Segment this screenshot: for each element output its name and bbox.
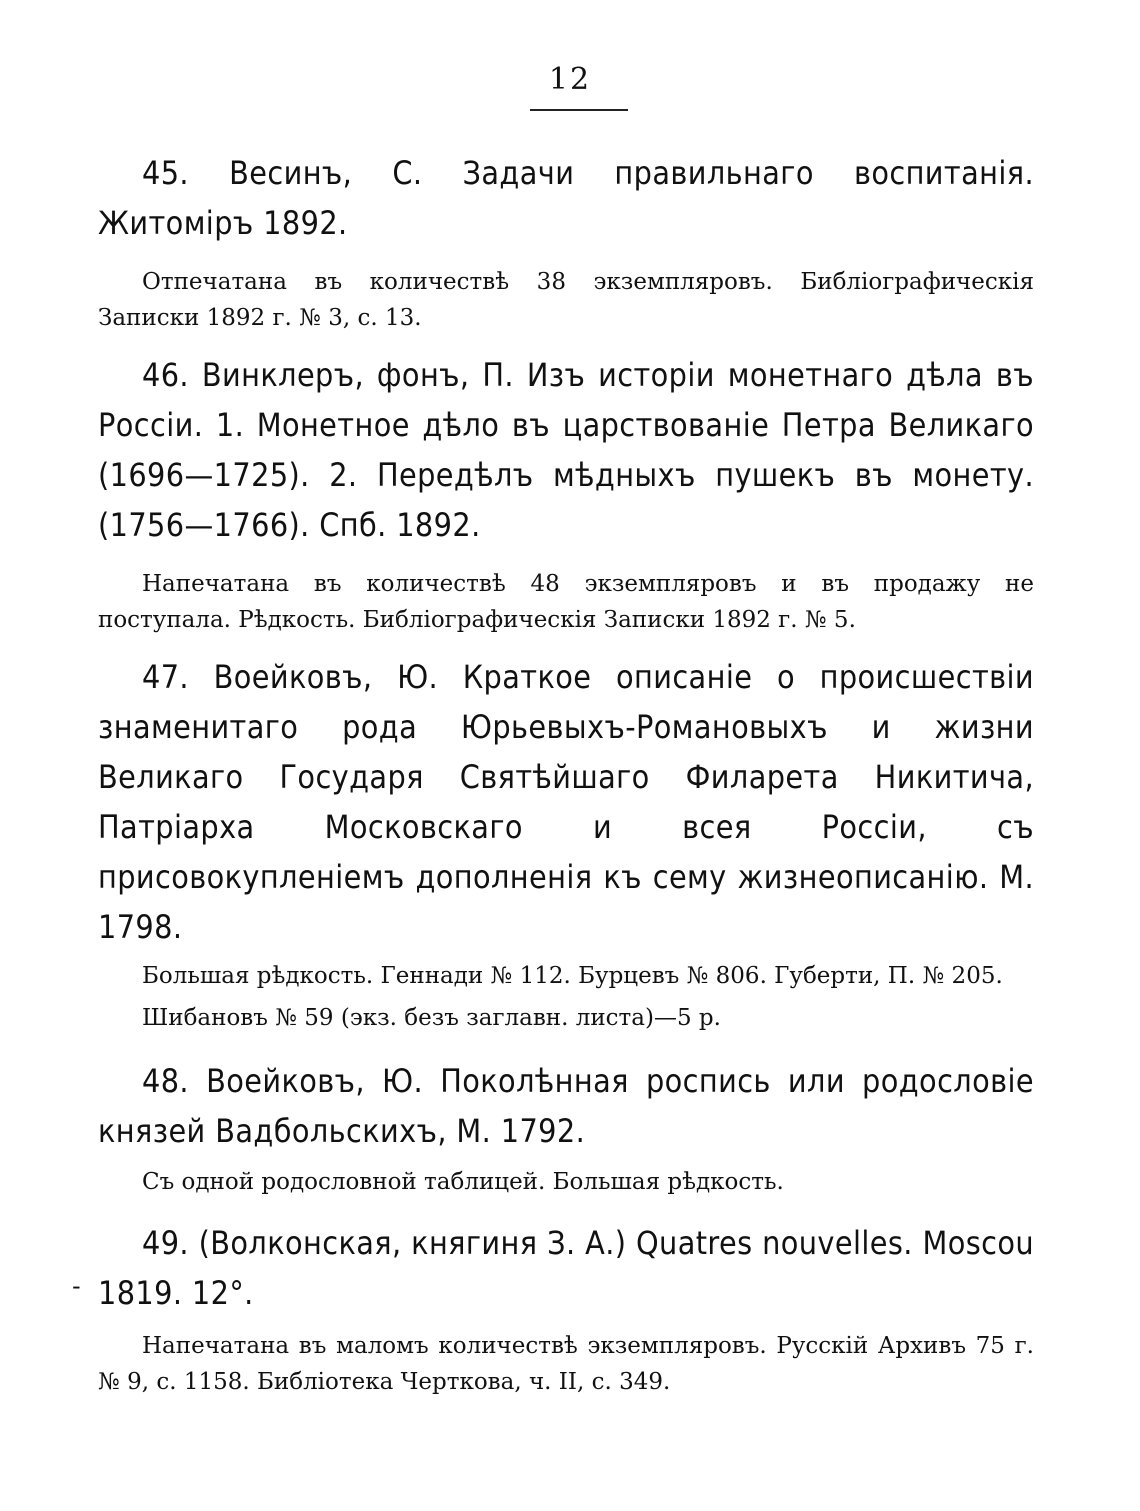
entry-note: Шибановъ № 59 (экз. безъ заглавн. листа)—5 р. xyxy=(142,1005,721,1031)
page-number: 12 xyxy=(548,62,592,97)
entry-title: 48. Воейковъ, Ю. Поколѣнная роспись или родословіе князей Вадбольскихъ, М. 1792. xyxy=(98,1062,1034,1150)
entry-note: Напечатана въ маломъ количествѣ экземпляровъ. Русскій Архивъ 75 г. № 9, с. 1158. Библіотека Черткова, ч. II, с. 349. xyxy=(98,1333,1034,1395)
page-number-rule xyxy=(530,109,628,111)
entry-title: 47. Воейковъ, Ю. Краткое описаніе о происшествіи знаменитаго рода Юрьевыхъ-Романовыхъ и жизни Великаго Государя Святѣйшаго Филарета Никитича, Патріарха Московскаго и всея Россіи, съ присовокупленіемъ дополненія къ сему жизнеописанію. М. 1798. xyxy=(98,658,1034,946)
entry-note: Напечатана въ количествѣ 48 экземпляровъ и въ продажу не поступала. Рѣдкость. Библіографическія Записки 1892 г. № 5. xyxy=(98,571,1034,633)
bibliography-entry-46 xyxy=(98,350,1034,638)
margin-mark: - xyxy=(72,1272,81,1300)
entry-note: Большая рѣдкость. Геннади № 112. Бурцевъ № 806. Губерти, П. № 205. xyxy=(142,963,1003,989)
entry-note: Отпечатана въ количествѣ 38 экземпляровъ. Библіографическія Записки 1892 г. № 3, с. 13. xyxy=(98,269,1034,331)
bibliography-entry-48 xyxy=(98,1056,1034,1200)
entry-title: 46. Винклеръ, фонъ, П. Изъ исторіи монетнаго дѣла въ Россіи. 1. Монетное дѣло въ царствованіе Петра Великаго (1696—1725). 2. Передѣлъ мѣдныхъ пушекъ въ монету. (1756—1766). Спб. 1892. xyxy=(98,356,1034,544)
entry-title: 49. (Волконская, княгиня З. А.) Quatres nouvelles. Moscou 1819. 12°. xyxy=(98,1224,1034,1312)
bibliography-entry-45 xyxy=(98,148,1034,336)
entry-note: Съ одной родословной таблицей. Большая рѣдкость. xyxy=(142,1169,784,1195)
entry-title: 45. Весинъ, С. Задачи правильнаго воспитанія. Житоміръ 1892. xyxy=(98,154,1034,242)
bibliography-entry-47 xyxy=(98,652,1034,1036)
bibliography-entry-49 xyxy=(98,1218,1034,1400)
bibliography-list xyxy=(98,148,1034,1400)
